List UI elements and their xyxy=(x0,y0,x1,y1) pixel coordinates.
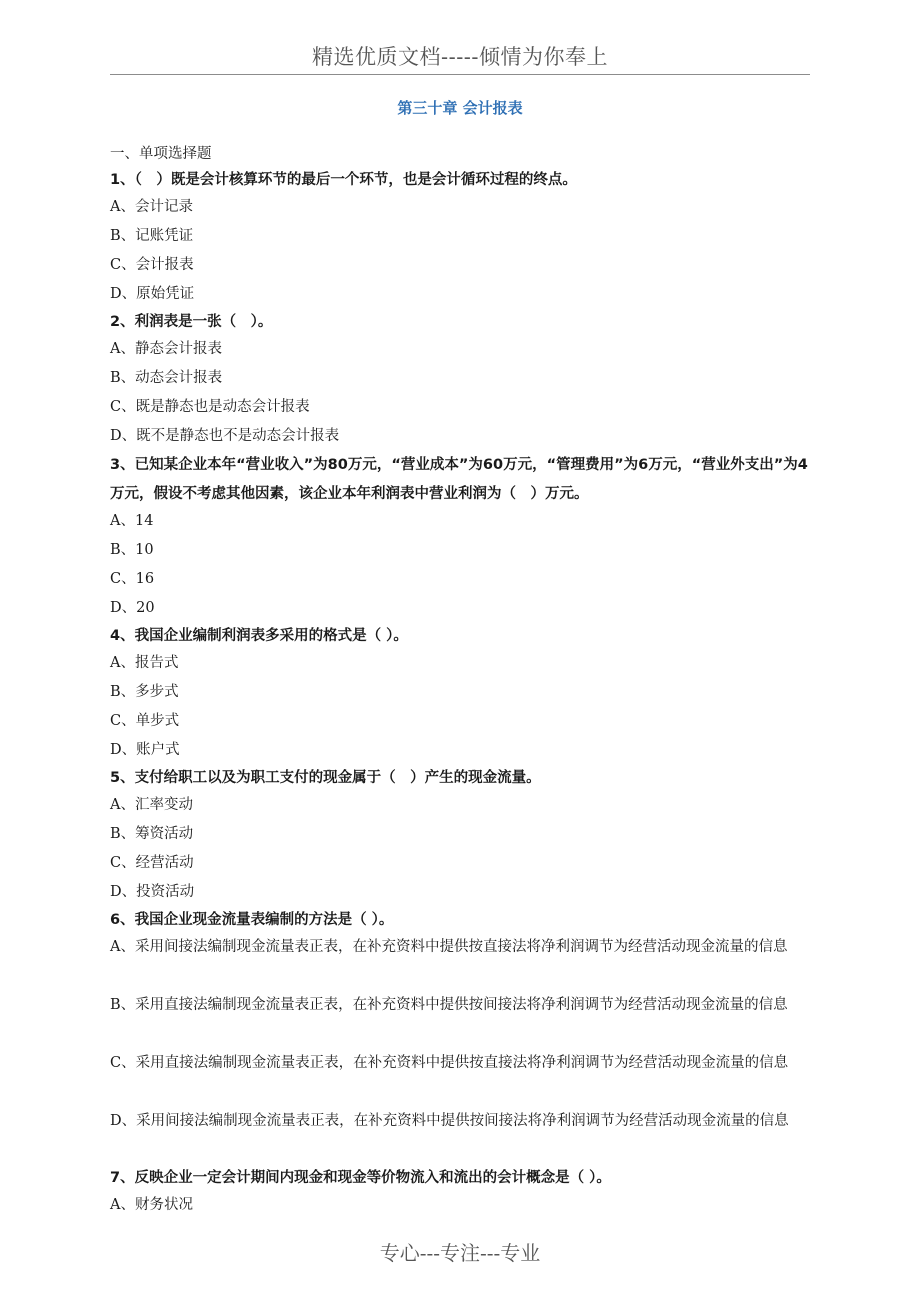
answer-option: D、账户式 xyxy=(110,742,180,758)
answer-option: B、记账凭证 xyxy=(110,228,194,244)
answer-option: A、14 xyxy=(110,513,154,529)
answer-option: C、既是静态也是动态会计报表 xyxy=(110,399,310,415)
answer-option: A、采用间接法编制现金流量表正表，在补充资料中提供按直接法将净利润调节为经营活动现金流量的信息 xyxy=(110,939,788,955)
chapter-title: 第三十章 会计报表 xyxy=(397,99,523,117)
answer-option: A、报告式 xyxy=(110,655,179,671)
question-stem: 4、我国企业编制利润表多采用的格式是（ ）。 xyxy=(110,628,408,644)
answer-option: B、动态会计报表 xyxy=(110,370,223,386)
answer-option: D、投资活动 xyxy=(110,884,195,900)
section-heading: 一、单项选择题 xyxy=(110,146,212,162)
question-stem: 3、已知某企业本年“营业收入”为80万元，“营业成本”为60万元，“管理费用”为6万元，“营业外支出”为4万元，假设不考虑其他因素，该企业本年利润表中营业利润为（ ）万元。 xyxy=(110,457,808,502)
answer-option: A、会计记录 xyxy=(110,199,193,215)
answer-option: A、财务状况 xyxy=(110,1197,193,1213)
answer-option: B、多步式 xyxy=(110,684,179,700)
answer-option: A、汇率变动 xyxy=(110,797,193,813)
question-stem: 1、（ ）既是会计核算环节的最后一个环节，也是会计循环过程的终点。 xyxy=(110,172,577,188)
answer-option: D、原始凭证 xyxy=(110,286,195,302)
question-list xyxy=(110,143,810,1220)
answer-option: C、16 xyxy=(110,571,155,587)
question-stem: 7、反映企业一定会计期间内现金和现金等价物流入和流出的会计概念是（ ）。 xyxy=(110,1170,611,1186)
answer-option: B、10 xyxy=(110,542,154,558)
answer-option: D、采用间接法编制现金流量表正表，在补充资料中提供按间接法将净利润调节为经营活动现金流量的信息 xyxy=(110,1113,789,1129)
answer-option: C、会计报表 xyxy=(110,257,194,273)
answer-option: D、20 xyxy=(110,600,155,616)
answer-option: C、单步式 xyxy=(110,713,180,729)
question-stem: 5、支付给职工以及为职工支付的现金属于（ ）产生的现金流量。 xyxy=(110,770,541,786)
answer-option: C、经营活动 xyxy=(110,855,194,871)
answer-option: C、采用直接法编制现金流量表正表，在补充资料中提供按直接法将净利润调节为经营活动现金流量的信息 xyxy=(110,1055,789,1071)
answer-option: D、既不是静态也不是动态会计报表 xyxy=(110,428,340,444)
question-stem: 6、我国企业现金流量表编制的方法是（ ）。 xyxy=(110,912,394,928)
question-stem: 2、利润表是一张（ ）。 xyxy=(110,314,273,330)
answer-option: A、静态会计报表 xyxy=(110,341,222,357)
answer-option: B、筹资活动 xyxy=(110,826,194,842)
answer-option: B、采用直接法编制现金流量表正表，在补充资料中提供按间接法将净利润调节为经营活动现金流量的信息 xyxy=(110,997,788,1013)
page-header: 精选优质文档-----倾情为你奉上 xyxy=(110,40,810,75)
page-footer: 专心---专注---专业 xyxy=(379,1241,541,1265)
